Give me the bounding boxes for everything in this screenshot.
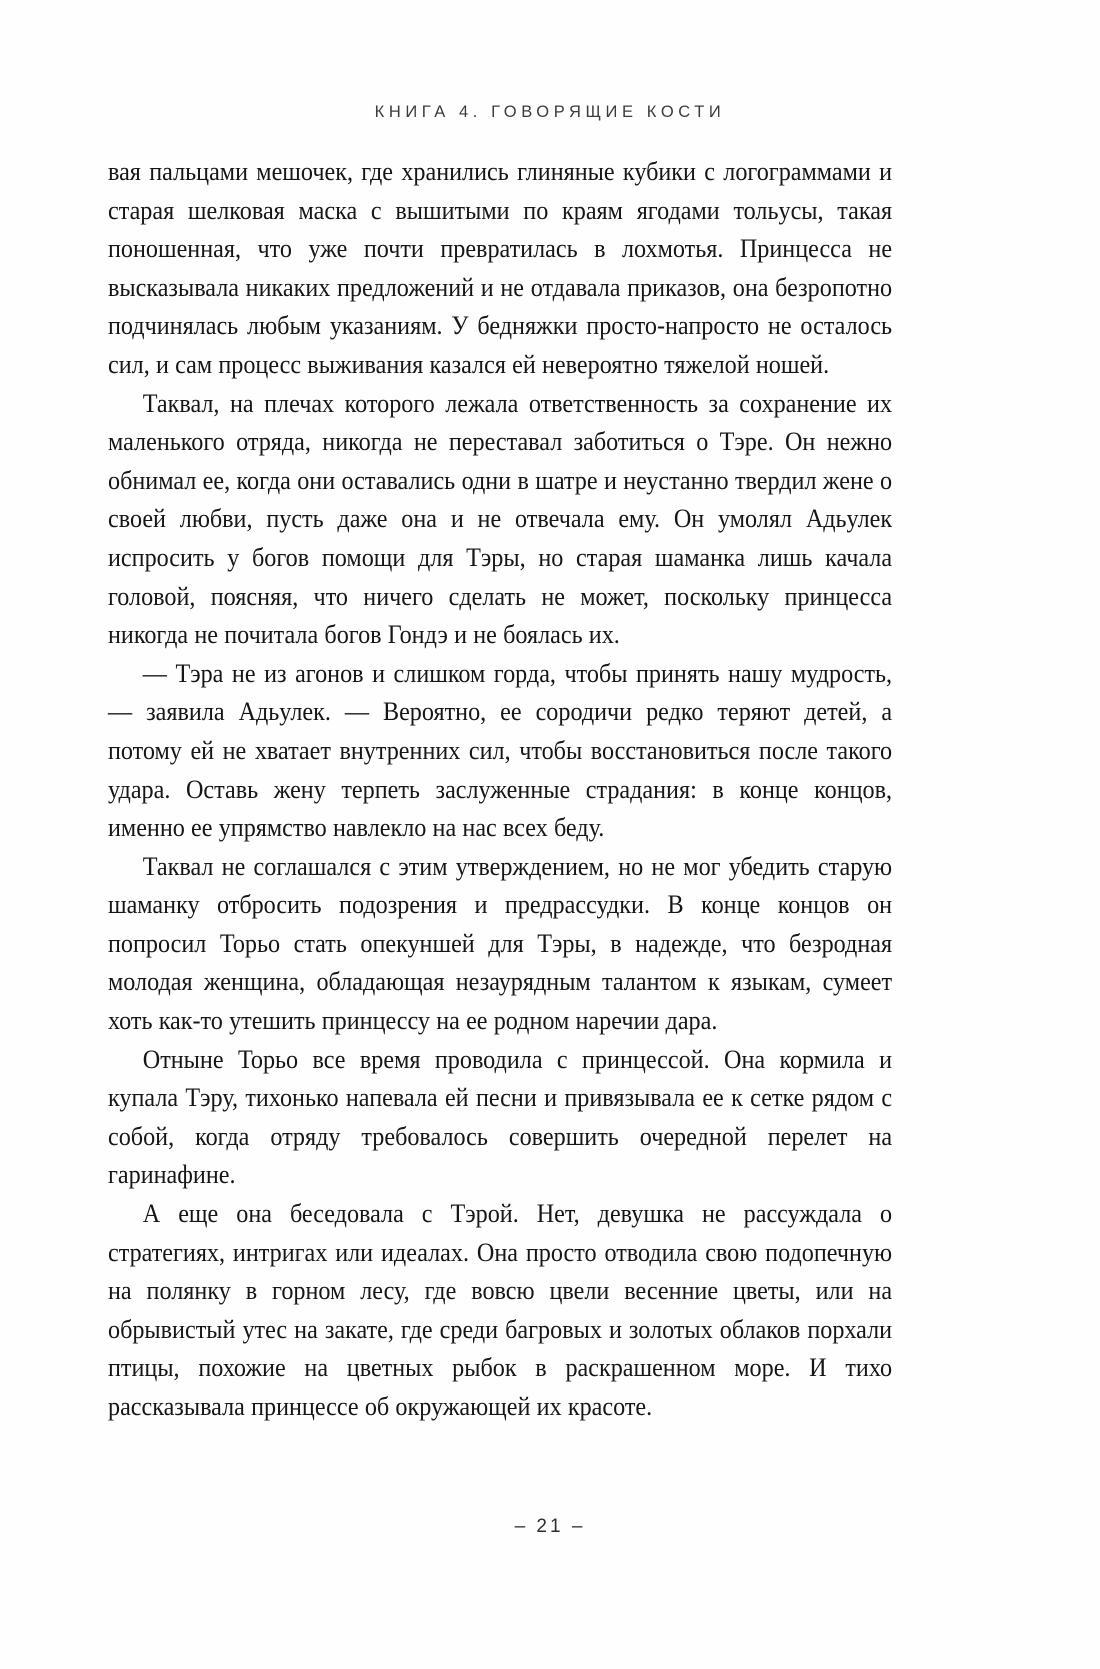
running-head: КНИГА 4. ГОВОРЯЩИЕ КОСТИ [374, 103, 726, 121]
paragraph: вая пальцами мешочек, где хранились глиняные кубики с логограммами и старая шелковая маска с вышитыми по краям ягодами тольусы, такая поношенная, что уже почти превратилась в лохмотья. Принцесса не высказывала никаких предложений и не отдавала приказов, она безропотно подчинялась любым указаниям. У бедняжки просто-напросто не осталось сил, и сам процесс выживания казался ей невероятно тяжелой ношей. [108, 156, 893, 379]
paragraph: — Тэра не из агонов и слишком горда, чтобы принять нашу мудрость, — заявила Адьулек. — Вероятно, ее сородичи редко теряют детей, а потому ей не хватает внутренних сил, чтобы восстановиться после такого удара. Оставь жену терпеть заслуженные страдания: в конце концов, именно ее упрямство навлекло на нас всех беду. [108, 657, 893, 843]
paragraph: А еще она беседовала с Тэрой. Нет, девушка не рассуждала о стратегиях, интригах или идеалах. Она просто отводила свою подопечную на полянку в горном лесу, где вовсю цвели весенние цветы, или на обрывистый утес на закате, где среди багровых и золотых облаков порхали птицы, похожие на цветных рыбок в раскрашенном море. И тихо рассказывала принцессе об окружающей их красоте. [108, 1198, 893, 1421]
page-number-folio: – 21 – [514, 1516, 586, 1537]
paragraph: Отныне Торьо все время проводила с принцессой. Она кормила и купала Тэру, тихонько напевала ей песни и привязывала ее к сетке рядом с собой, когда отряду требовалось совершить очередной перелет на гаринафине. [108, 1043, 893, 1190]
paragraph: Таквал не соглашался с этим утверждением, но не мог убедить старую шаманку отбросить подозрения и предрассудки. В конце концов он попросил Торьо стать опекуншей для Тэры, в надежде, что безродная молодая женщина, обладающая незаурядным талантом к языкам, сумеет хоть как-то утешить принцессу на ее родном наречии дара. [108, 850, 893, 1036]
paragraph: Таквал, на плечах которого лежала ответственность за сохранение их маленького отряда, никогда не переставал заботиться о Тэре. Он нежно обнимал ее, когда они оставались одни в шатре и неустанно твердил жене о своей любви, пусть даже она и не отвечала ему. Он умолял Адьулек испросить у богов помощи для Тэры, но старая шаманка лишь качала головой, поясняя, что ничего сделать не может, поскольку принцесса никогда не почитала богов Гондэ и не боялась их. [108, 387, 893, 650]
body-text-block [108, 152, 892, 1426]
